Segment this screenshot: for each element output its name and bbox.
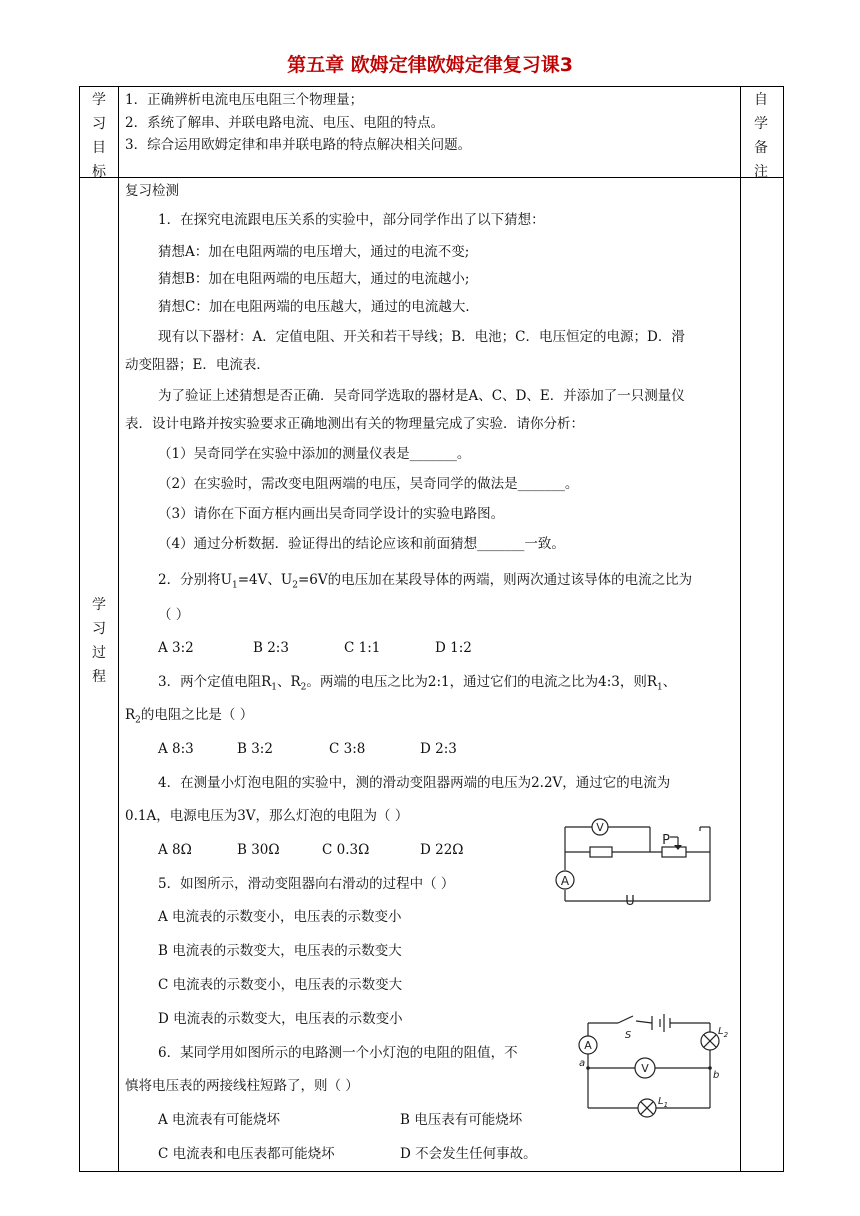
q6-option-b: B 电压表有可能烧坏 bbox=[400, 1112, 523, 1128]
q4-option-b: B 30Ω bbox=[237, 842, 280, 858]
node-a-label: a bbox=[579, 1058, 586, 1069]
q4-stem-line1: 4．在测量小灯泡电阻的实验中，测的滑动变阻器两端的电压为2.2V，通过它的电流为 bbox=[158, 775, 671, 791]
q2-option-a: A 3:2 bbox=[158, 640, 194, 656]
q1-verify-line2: 表．设计电路并按实验要求正确地测出有关的物理量完成了实验．请你分析： bbox=[125, 416, 584, 432]
q3-option-d: D 2:3 bbox=[420, 741, 457, 757]
page-title: 第五章 欧姆定律欧姆定律复习课3 bbox=[287, 54, 573, 76]
notes-label: 自 学 备 注 bbox=[754, 92, 768, 180]
q6-option-d: D 不会发生任何事故。 bbox=[400, 1146, 537, 1162]
q2-stem-line1: 2．分别将$U_1=4V$、$U_2=6V$的电压加在某段导体的两端，则两次通过该导体的电流之比为 bbox=[158, 572, 693, 591]
q4-option-a: A 8Ω bbox=[158, 842, 192, 858]
q1-guess-c: 猜想C：加在电阻两端的电压越大，通过的电流越大． bbox=[158, 299, 479, 315]
q2-option-d: D 1:2 bbox=[435, 640, 472, 656]
q3-option-b: B 3:2 bbox=[237, 741, 273, 757]
node-b-label: b bbox=[713, 1070, 720, 1081]
q4-option-c: C 0.3Ω bbox=[322, 842, 370, 858]
goal-item: 2．系统了解串、并联电路电流、电压、电阻的特点。 bbox=[125, 115, 445, 131]
lamp1-label: $L_1$ bbox=[658, 1096, 669, 1109]
q1-sub4: （4）通过分析数据．验证得出的结论应该和前面猜想_______一致。 bbox=[158, 536, 565, 552]
q1-equipment-line1: 现有以下器材：A．定值电阻、开关和若干导线；B．电池；C．电压恒定的电源；D．滑 bbox=[158, 329, 685, 345]
q5-option-a: A 电流表的示数变小，电压表的示数变小 bbox=[158, 909, 402, 925]
q6-option-a: A 电流表有可能烧坏 bbox=[158, 1112, 281, 1128]
goals-label: 学 习 目 标 bbox=[92, 92, 106, 180]
section-title: 复习检测 bbox=[125, 183, 179, 199]
goal-item: 3．综合运用欧姆定律和串并联电路的特点解决相关问题。 bbox=[125, 137, 472, 153]
q4-stem-line2: 0.1A，电源电压为3V，那么灯泡的电阻为（ ） bbox=[125, 808, 409, 824]
q1-guess-b: 猜想B：加在电阻两端的电压超大，通过的电流越小; bbox=[158, 271, 470, 287]
circuit-diagram-lamps bbox=[570, 1008, 730, 1118]
q6-stem-line2: 慎将电压表的两接线柱短路了，则（ ） bbox=[125, 1078, 359, 1094]
q3-option-a: A 8:3 bbox=[158, 741, 194, 757]
q6-stem-line1: 6．某同学用如图所示的电路测一个小灯泡的电阻的阻值，不 bbox=[158, 1045, 518, 1061]
q5-option-b: B 电流表的示数变大，电压表的示数变大 bbox=[158, 943, 402, 959]
voltmeter-label: V bbox=[641, 1062, 649, 1075]
q1-sub1: （1）吴奇同学在实验中添加的测量仪表是_______。 bbox=[158, 446, 471, 462]
q1-guess-a: 猜想A：加在电阻两端的电压增大，通过的电流不变; bbox=[158, 244, 470, 260]
q5-stem: 5．如图所示，滑动变阻器向右滑动的过程中（ ） bbox=[158, 876, 455, 892]
column-divider-left bbox=[118, 86, 119, 1172]
source-label: U bbox=[625, 894, 635, 909]
process-label: 学 习 过 程 bbox=[92, 597, 106, 685]
q1-verify-line1: 为了验证上述猜想是否正确．吴奇同学选取的器材是A、C、D、E．并添加了一只测量仪 bbox=[158, 388, 685, 404]
q2-stem-line2: （ ） bbox=[158, 607, 190, 623]
slider-label: P bbox=[662, 833, 670, 848]
switch-label: S bbox=[624, 1030, 632, 1041]
circuit-diagram-rheostat bbox=[550, 815, 720, 915]
q3-option-c: C 3:8 bbox=[329, 741, 366, 757]
goal-item: 1．正确辨析电流电压电阻三个物理量； bbox=[125, 92, 364, 108]
q5-option-c: C 电流表的示数变小，电压表的示数变大 bbox=[158, 977, 403, 993]
q2-option-c: C 1:1 bbox=[344, 640, 381, 656]
q3-stem-line2: $R_2$的电阻之比是（ ） bbox=[125, 707, 254, 726]
ammeter-label: A bbox=[560, 874, 570, 888]
q1-stem: 1．在探究电流跟电压关系的实验中，部分同学作出了以下猜想： bbox=[158, 212, 545, 228]
voltmeter-label: V bbox=[596, 821, 604, 834]
q6-option-c: C 电流表和电压表都可能烧坏 bbox=[158, 1146, 335, 1162]
q5-option-d: D 电流表的示数变大，电压表的示数变小 bbox=[158, 1011, 403, 1027]
q1-sub3: （3）请你在下面方框内画出吴奇同学设计的实验电路图。 bbox=[158, 506, 505, 522]
q2-option-b: B 2:3 bbox=[253, 640, 289, 656]
q1-equipment-line2: 动变阻器；E．电流表． bbox=[125, 357, 270, 373]
q3-stem-line1: 3．两个定值电阻$R_1$、$R_2$。两端的电压之比为2:1，通过它们的电流之比为4:3，则$R_1$、 bbox=[158, 674, 677, 693]
lamp2-label: $L_2$ bbox=[718, 1026, 729, 1039]
q4-option-d: D 22Ω bbox=[420, 842, 464, 858]
ammeter-label: A bbox=[584, 1039, 592, 1052]
column-divider-right bbox=[740, 86, 741, 1172]
q1-sub2: （2）在实验时，需改变电阻两端的电压，吴奇同学的做法是_______。 bbox=[158, 476, 579, 492]
row-divider bbox=[79, 177, 784, 178]
